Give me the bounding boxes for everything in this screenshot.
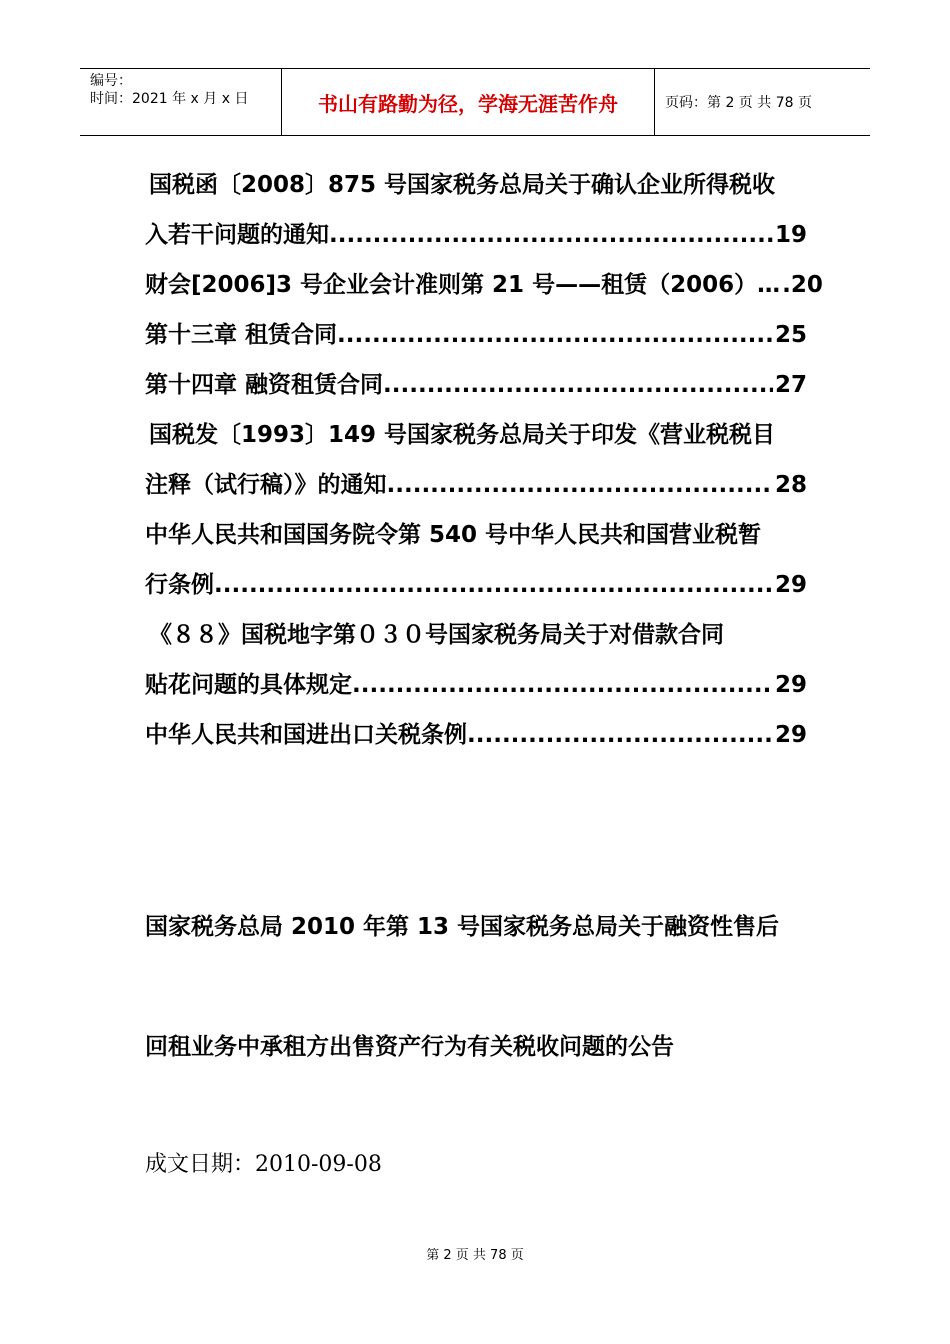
toc-entry[interactable] (145, 610, 807, 660)
toc-entry[interactable] (145, 260, 823, 310)
toc-page-number: 29 (774, 722, 807, 748)
toc-entry[interactable] (145, 210, 807, 260)
toc-entry-text: 《８８》国税地字第０３０号国家税务局关于对借款合同 (149, 622, 724, 648)
toc-leader-dots (467, 710, 773, 760)
toc-entry-text: 行条例 (145, 572, 214, 598)
toc-entry-text: 贴花问题的具体规定 (145, 672, 352, 698)
toc-page-number: 29 (774, 672, 807, 698)
toc-page-number: 28 (774, 472, 807, 498)
toc-entry-text: 第十四章 融资租赁合同 (145, 372, 384, 398)
issue-date: 成文日期：2010-09-08 (145, 1152, 382, 1177)
toc-entry-text: 国税函〔2008〕875 号国家税务总局关于确认企业所得税收 (149, 172, 776, 198)
toc-page-number: 27 (774, 372, 807, 398)
header-motto-cell (282, 69, 655, 135)
toc-entry-text: 财会[2006]3 号企业会计准则第 21 号——租赁（2006）… (145, 272, 781, 298)
toc-page-number: .20 (782, 272, 823, 298)
article-title-line-2: 回租业务中承租方出售资产行为有关税收问题的公告 (145, 1034, 674, 1060)
toc-entry[interactable] (145, 160, 807, 210)
toc-entry[interactable] (145, 660, 807, 710)
header-info-cell (80, 69, 282, 135)
toc-entry[interactable] (145, 410, 807, 460)
toc-entry[interactable] (145, 560, 807, 610)
article-title-line-1: 国家税务总局 2010 年第 13 号国家税务总局关于融资性售后 (145, 914, 780, 940)
toc-entry[interactable] (145, 510, 807, 560)
toc-entry-text: 中华人民共和国进出口关税条例 (145, 722, 467, 748)
toc-leader-dots (383, 360, 773, 410)
toc-entry-text: 入若干问题的通知 (145, 222, 329, 248)
toc-page-number: 29 (774, 572, 807, 598)
toc-leader-dots (337, 310, 773, 360)
toc-leader-dots (352, 660, 773, 710)
toc-entry[interactable] (145, 360, 807, 410)
toc-leader-dots (329, 210, 773, 260)
toc-entry[interactable] (145, 460, 807, 510)
time-label: 时间：2021 年 x 月 x 日 (90, 91, 249, 107)
page-header (80, 68, 870, 136)
toc-page-number: 25 (774, 322, 807, 348)
page-footer: 第 2 页 共 78 页 (426, 1248, 524, 1263)
toc-entry[interactable] (145, 310, 807, 360)
toc-leader-dots (214, 560, 773, 610)
motto-text: 书山有路勤为径，学海无涯苦作舟 (318, 92, 618, 116)
table-of-contents (145, 160, 823, 760)
toc-entry-text: 中华人民共和国国务院令第 540 号中华人民共和国营业税暂 (145, 522, 762, 548)
header-page-info: 页码：第 2 页 共 78 页 (665, 95, 812, 111)
toc-entry[interactable] (145, 710, 807, 760)
number-label: 编号： (90, 73, 132, 89)
toc-entry-text: 第十三章 租赁合同 (145, 322, 338, 348)
toc-page-number: 19 (774, 222, 807, 248)
header-page-cell (655, 69, 870, 135)
toc-entry-text: 国税发〔1993〕149 号国家税务总局关于印发《营业税税目 (149, 422, 776, 448)
toc-entry-text: 注释（试行稿）》的通知 (145, 472, 387, 498)
toc-leader-dots (387, 460, 773, 510)
